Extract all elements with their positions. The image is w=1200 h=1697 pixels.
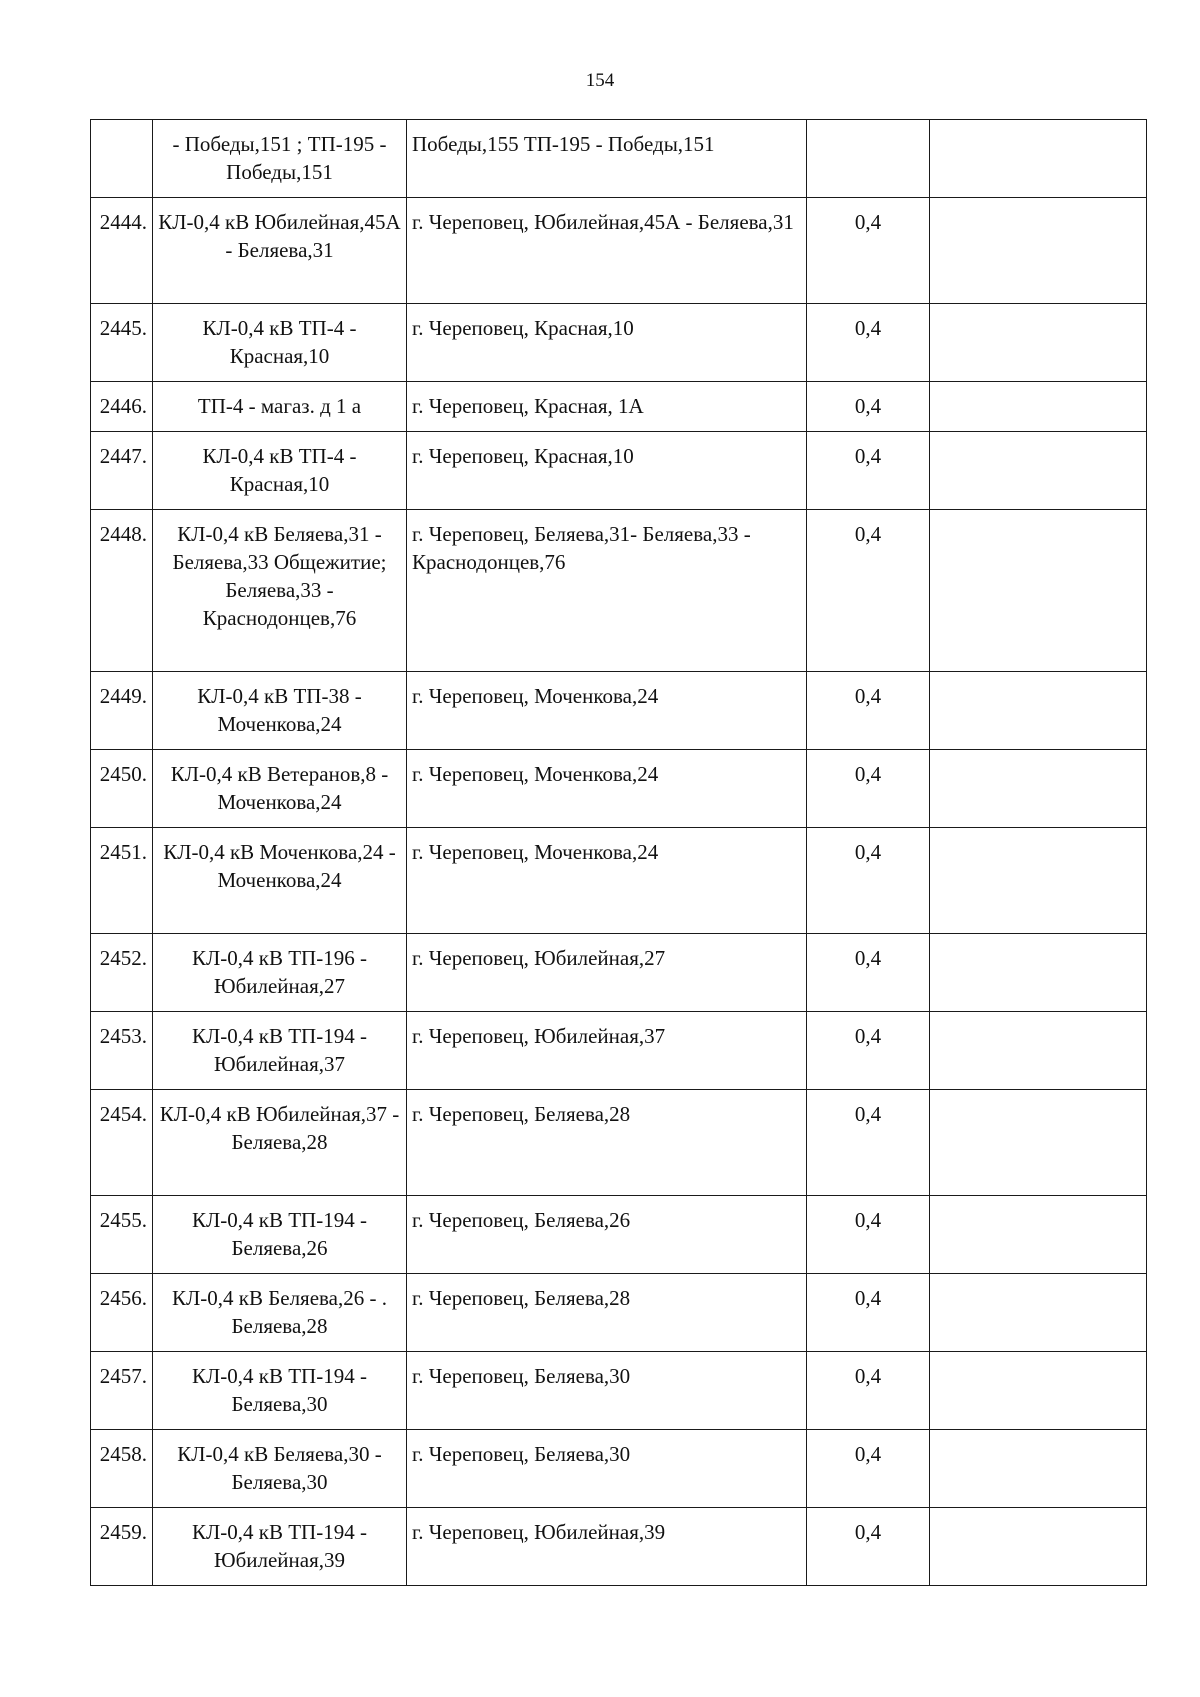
extra-cell bbox=[930, 198, 1147, 304]
voltage-value: 0,4 bbox=[807, 1352, 930, 1430]
row-number: 2447. bbox=[91, 432, 153, 510]
voltage-value: 0,4 bbox=[807, 1430, 930, 1508]
voltage-value: 0,4 bbox=[807, 198, 930, 304]
row-number: 2459. bbox=[91, 1508, 153, 1586]
object-name: КЛ-0,4 кВ ТП-194 - Юбилейная,39 bbox=[153, 1508, 407, 1586]
object-address: г. Череповец, Юбилейная,39 bbox=[407, 1508, 807, 1586]
voltage-value: 0,4 bbox=[807, 750, 930, 828]
table-row bbox=[91, 382, 1147, 432]
object-name: КЛ-0,4 кВ ТП-196 - Юбилейная,27 bbox=[153, 934, 407, 1012]
row-number bbox=[91, 120, 153, 198]
table-row bbox=[91, 304, 1147, 382]
object-address: г. Череповец, Моченкова,24 bbox=[407, 672, 807, 750]
extra-cell bbox=[930, 1012, 1147, 1090]
extra-cell bbox=[930, 750, 1147, 828]
table-row bbox=[91, 934, 1147, 1012]
voltage-value: 0,4 bbox=[807, 432, 930, 510]
object-address: г. Череповец, Красная,10 bbox=[407, 432, 807, 510]
table-row bbox=[91, 1196, 1147, 1274]
extra-cell bbox=[930, 672, 1147, 750]
voltage-value: 0,4 bbox=[807, 1508, 930, 1586]
object-name: КЛ-0,4 кВ Моченкова,24 - Моченкова,24 bbox=[153, 828, 407, 934]
row-number: 2451. bbox=[91, 828, 153, 934]
voltage-value: 0,4 bbox=[807, 1196, 930, 1274]
object-name: КЛ-0,4 кВ Беляева,26 - . Беляева,28 bbox=[153, 1274, 407, 1352]
object-address: г. Череповец, Беляева,30 bbox=[407, 1430, 807, 1508]
extra-cell bbox=[930, 304, 1147, 382]
object-name: КЛ-0,4 кВ ТП-4 - Красная,10 bbox=[153, 432, 407, 510]
extra-cell bbox=[930, 1274, 1147, 1352]
table-row bbox=[91, 672, 1147, 750]
object-address: г. Череповец, Беляева,26 bbox=[407, 1196, 807, 1274]
table-row bbox=[91, 198, 1147, 304]
extra-cell bbox=[930, 432, 1147, 510]
voltage-value: 0,4 bbox=[807, 828, 930, 934]
row-number: 2446. bbox=[91, 382, 153, 432]
object-address: г. Череповец, Беляева,28 bbox=[407, 1274, 807, 1352]
table-row bbox=[91, 432, 1147, 510]
table-row bbox=[91, 1352, 1147, 1430]
voltage-value: 0,4 bbox=[807, 510, 930, 672]
table-row bbox=[91, 1274, 1147, 1352]
object-address: г. Череповец, Красная, 1А bbox=[407, 382, 807, 432]
table-row bbox=[91, 510, 1147, 672]
row-number: 2444. bbox=[91, 198, 153, 304]
object-name: КЛ-0,4 кВ Юбилейная,45А - Беляева,31 bbox=[153, 198, 407, 304]
object-address: г. Череповец, Юбилейная,45А - Беляева,31 bbox=[407, 198, 807, 304]
extra-cell bbox=[930, 1196, 1147, 1274]
extra-cell bbox=[930, 382, 1147, 432]
voltage-value bbox=[807, 120, 930, 198]
row-number: 2452. bbox=[91, 934, 153, 1012]
row-number: 2445. bbox=[91, 304, 153, 382]
cable-lines-table bbox=[90, 119, 1147, 1586]
object-address: Победы,155 ТП-195 - Победы,151 bbox=[407, 120, 807, 198]
extra-cell bbox=[930, 1090, 1147, 1196]
row-number: 2455. bbox=[91, 1196, 153, 1274]
table-row bbox=[91, 828, 1147, 934]
object-name: КЛ-0,4 кВ ТП-194 - Беляева,26 bbox=[153, 1196, 407, 1274]
voltage-value: 0,4 bbox=[807, 304, 930, 382]
object-address: г. Череповец, Моченкова,24 bbox=[407, 828, 807, 934]
extra-cell bbox=[930, 1430, 1147, 1508]
object-name: КЛ-0,4 кВ Беляева,30 - Беляева,30 bbox=[153, 1430, 407, 1508]
row-number: 2450. bbox=[91, 750, 153, 828]
object-address: г. Череповец, Беляева,30 bbox=[407, 1352, 807, 1430]
row-number: 2457. bbox=[91, 1352, 153, 1430]
voltage-value: 0,4 bbox=[807, 672, 930, 750]
extra-cell bbox=[930, 1508, 1147, 1586]
object-name: КЛ-0,4 кВ Беляева,31 - Беляева,33 Общежитие; Беляева,33 - Краснодонцев,76 bbox=[153, 510, 407, 672]
table-row bbox=[91, 1090, 1147, 1196]
voltage-value: 0,4 bbox=[807, 382, 930, 432]
object-name: ТП-4 - магаз. д 1 а bbox=[153, 382, 407, 432]
voltage-value: 0,4 bbox=[807, 1012, 930, 1090]
object-address: г. Череповец, Красная,10 bbox=[407, 304, 807, 382]
object-address: г. Череповец, Беляева,31- Беляева,33 - Краснодонцев,76 bbox=[407, 510, 807, 672]
object-name: КЛ-0,4 кВ ТП-194 - Юбилейная,37 bbox=[153, 1012, 407, 1090]
voltage-value: 0,4 bbox=[807, 1090, 930, 1196]
row-number: 2454. bbox=[91, 1090, 153, 1196]
row-number: 2453. bbox=[91, 1012, 153, 1090]
object-name: КЛ-0,4 кВ Юбилейная,37 - Беляева,28 bbox=[153, 1090, 407, 1196]
voltage-value: 0,4 bbox=[807, 934, 930, 1012]
row-number: 2456. bbox=[91, 1274, 153, 1352]
object-name: - Победы,151 ; ТП-195 - Победы,151 bbox=[153, 120, 407, 198]
row-number: 2448. bbox=[91, 510, 153, 672]
row-number: 2449. bbox=[91, 672, 153, 750]
object-address: г. Череповец, Юбилейная,37 bbox=[407, 1012, 807, 1090]
object-name: КЛ-0,4 кВ ТП-4 - Красная,10 bbox=[153, 304, 407, 382]
object-address: г. Череповец, Юбилейная,27 bbox=[407, 934, 807, 1012]
extra-cell bbox=[930, 828, 1147, 934]
row-number: 2458. bbox=[91, 1430, 153, 1508]
extra-cell bbox=[930, 510, 1147, 672]
table-row bbox=[91, 120, 1147, 198]
page-number: 154 bbox=[585, 70, 615, 91]
table-row bbox=[91, 1430, 1147, 1508]
table-row bbox=[91, 1012, 1147, 1090]
object-name: КЛ-0,4 кВ Ветеранов,8 - Моченкова,24 bbox=[153, 750, 407, 828]
voltage-value: 0,4 bbox=[807, 1274, 930, 1352]
table-row bbox=[91, 750, 1147, 828]
extra-cell bbox=[930, 934, 1147, 1012]
object-address: г. Череповец, Беляева,28 bbox=[407, 1090, 807, 1196]
extra-cell bbox=[930, 120, 1147, 198]
table-row bbox=[91, 1508, 1147, 1586]
object-address: г. Череповец, Моченкова,24 bbox=[407, 750, 807, 828]
extra-cell bbox=[930, 1352, 1147, 1430]
object-name: КЛ-0,4 кВ ТП-38 - Моченкова,24 bbox=[153, 672, 407, 750]
object-name: КЛ-0,4 кВ ТП-194 - Беляева,30 bbox=[153, 1352, 407, 1430]
